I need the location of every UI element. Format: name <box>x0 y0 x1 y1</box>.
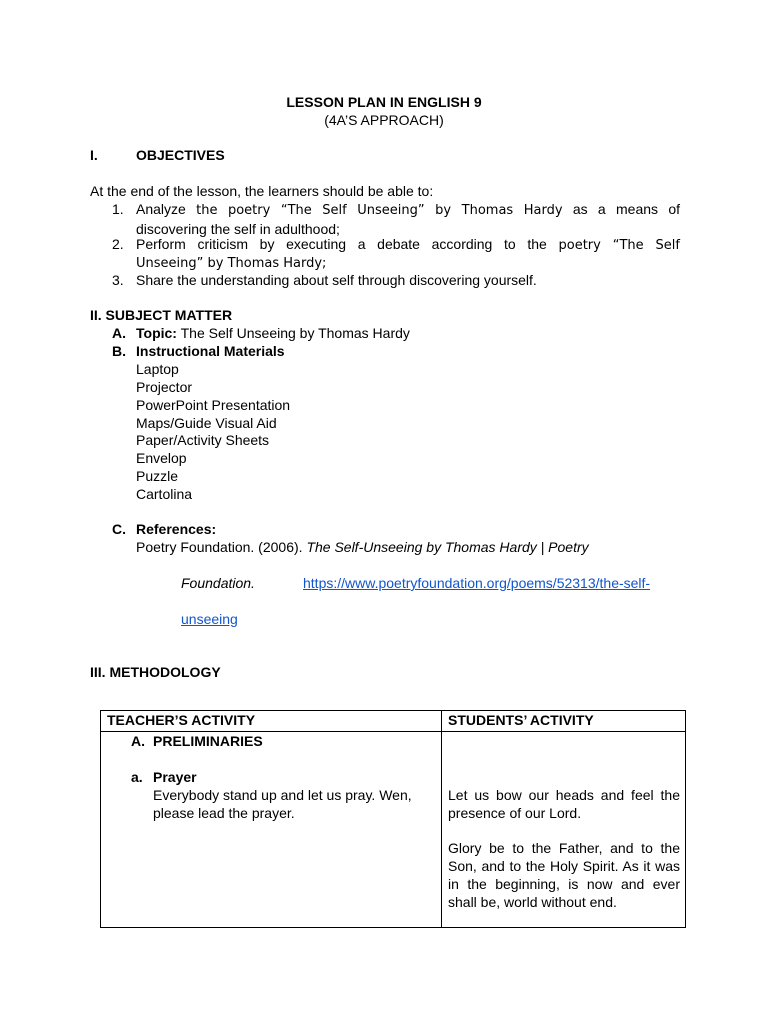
section-title: PRELIMINARIES <box>153 733 263 749</box>
objective-text: poetry “The Self <box>558 238 680 253</box>
reference-citation <box>136 538 589 556</box>
objective-number: 1. <box>112 201 124 217</box>
prayer-heading <box>131 768 197 786</box>
reference-link-continued[interactable]: unseeing <box>181 611 238 627</box>
material-item: Maps/Guide Visual Aid <box>136 415 277 431</box>
objective-text: Unseeing” by Thomas Hardy; <box>136 256 327 271</box>
document-subtitle: (4A’S APPROACH) <box>324 112 444 128</box>
subject-matter-heading: II. SUBJECT MATTER <box>90 307 233 323</box>
objective-item-2 <box>112 235 680 273</box>
teacher-activity-cell <box>101 732 442 928</box>
students-activity-cell <box>442 732 686 928</box>
topic-line <box>112 324 410 342</box>
material-item: Projector <box>136 379 193 395</box>
topic-value: The Self Unseeing by Thomas Hardy <box>176 325 410 341</box>
objectives-number: I. <box>90 147 98 163</box>
reference-text: Poetry Foundation. (2006). <box>136 539 307 555</box>
objective-text: Analyze <box>136 201 197 217</box>
objective-text: Share the understanding about self through discovering yourself. <box>136 272 537 288</box>
methodology-table <box>100 710 686 928</box>
objective-text: discovering the self in adulthood; <box>136 221 340 237</box>
materials-label: Instructional Materials <box>136 343 285 359</box>
materials-line <box>112 342 285 360</box>
references-label: References: <box>136 521 217 537</box>
material-item: Paper/Activity Sheets <box>136 432 270 448</box>
section-heading <box>131 732 263 750</box>
materials-list <box>136 360 290 503</box>
students-activity-header: STUDENTS’ ACTIVITY <box>442 711 686 732</box>
references-line <box>112 520 216 538</box>
references-letter: C. <box>112 521 126 537</box>
objectives-heading: OBJECTIVES <box>136 147 225 163</box>
objective-item-1 <box>112 200 680 238</box>
topic-label: Topic: <box>136 325 177 341</box>
reference-title: The Self-Unseeing by Thomas Hardy | Poetry <box>306 539 589 555</box>
teacher-prayer-text: Everybody stand up and let us pray. Wen, please lead the prayer. <box>153 787 412 821</box>
prayer-letter: a. <box>131 769 143 785</box>
document-title: LESSON PLAN IN ENGLISH 9 <box>286 94 482 110</box>
materials-letter: B. <box>112 343 126 359</box>
student-response-1: Let us bow our heads and feel the presence of our Lord. <box>448 787 680 821</box>
reference-link[interactable]: https://www.poetryfoundation.org/poems/52313/the-self- <box>303 575 651 591</box>
methodology-heading: III. METHODOLOGY <box>90 664 221 680</box>
prayer-title: Prayer <box>153 769 197 785</box>
topic-letter: A. <box>112 325 126 341</box>
objective-text: as a means of <box>562 201 680 217</box>
material-item: PowerPoint Presentation <box>136 397 291 413</box>
objective-item-3 <box>112 271 680 289</box>
objective-number: 3. <box>112 272 124 288</box>
material-item: Envelop <box>136 450 187 466</box>
objective-text: Perform criticism by executing a debate according to the <box>136 236 559 252</box>
objective-text: the poetry “The Self Unseeing” by Thomas Hardy <box>196 203 563 218</box>
material-item: Puzzle <box>136 468 179 484</box>
student-response-2: Glory be to the Father, and to the Son, and to the Holy Spirit. As it was in the beginning, is now and ever shall be, world without end. <box>448 840 680 910</box>
objective-number: 2. <box>112 236 124 252</box>
objectives-intro: At the end of the lesson, the learners should be able to: <box>90 183 434 199</box>
material-item: Laptop <box>136 361 179 377</box>
section-letter: A. <box>131 733 145 749</box>
material-item: Cartolina <box>136 486 193 502</box>
teacher-activity-header: TEACHER’S ACTIVITY <box>101 711 442 732</box>
reference-title-continued: Foundation. <box>181 575 255 591</box>
